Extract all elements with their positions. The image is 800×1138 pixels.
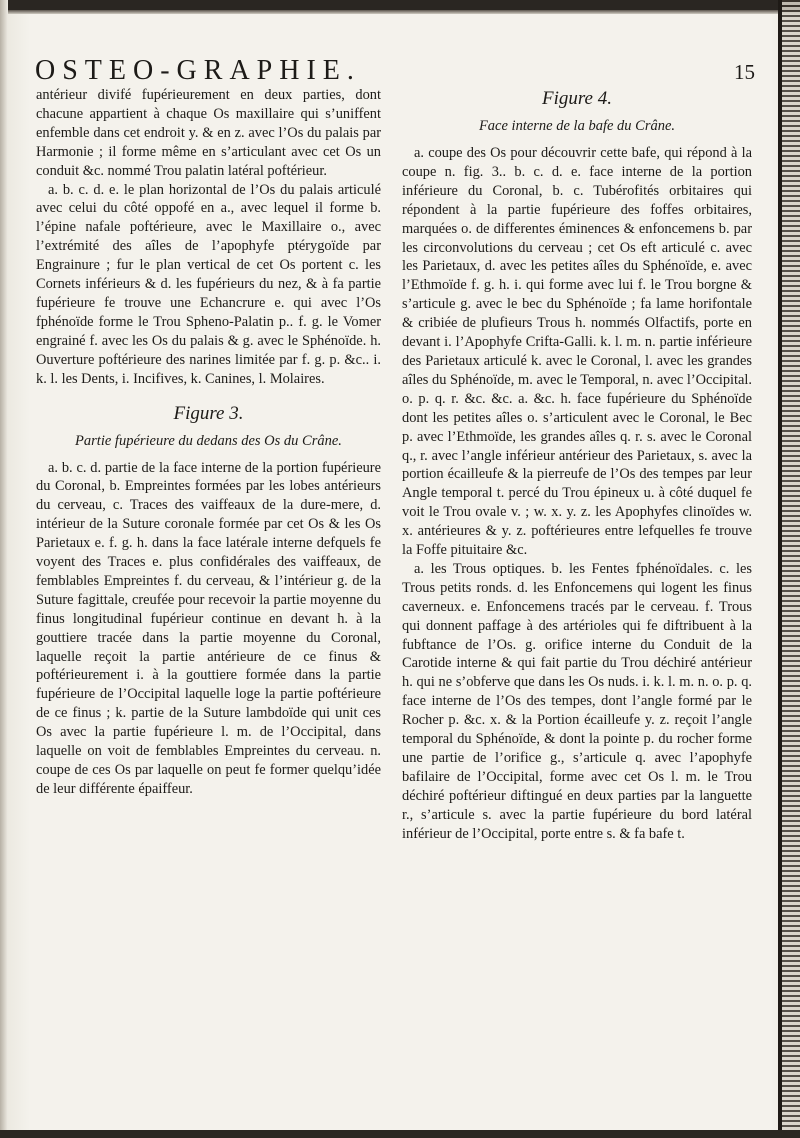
figure-3-subtitle: Partie fupérieure du dedans des Os du Crâne. [75, 432, 342, 449]
figure-4-subtitle: Face interne de la bafe du Crâne. [478, 118, 676, 134]
page-number: 15 [734, 60, 755, 84]
page-top-shadow [0, 10, 800, 14]
figure-3-title: Figure 3. [173, 402, 244, 424]
left-paragraph-3: a. b. c. d. partie de la face interne de la portion fupérieure du Coronal, b. Empreintes formées par les lobes antérieurs du cerveau, c. Traces des vaiffeaux de la dure-mere, d. intérieur de la Suture coronale formée par cet Os & les Os Parietaux e. f. g. h. dans la face latérale interne defquels fe voyent des Traces e. plus confidérales des vaiffeaux, de femblables Empreintes f. du cerveau, & l’intérieur g. de la Suture fagittale, creufée pour recevoir la partie moyenne du finus longitudinal fupérieur continue en devant h. à la gouttiere tracée dans la partie moyenne du Coronal, laquelle reçoit la partie antérieure de ce finus & poftérieurement i. à la gouttiere formée dans la partie fupérieure de l’Occipital laquelle loge la partie poftérieure de ce finus ; k. partie de la Suture lambdoïde qui unit ces Os avec la partie fupérieure l. m. de l’Occipital, dans laquelle on voit de femblables Empreintes du cerveau. n. coupe de ces Os par laquelle on peut fe former quelqu’idée de leur différente épaiffeur. [36, 459, 381, 797]
left-paragraph-1: antérieur divifé fupérieurement en deux parties, dont chacune appartient à chaque Os maxillaire qui s’uniffent enfemble dans cet endroit y. & en z. avec l’Os du palais par Harmonie ; il forme même en s’articulant avec cet Os un conduit &c. nommé Trou palatin latéral poftérieur. [36, 87, 381, 179]
page-bottom-border [0, 1130, 800, 1138]
left-column [36, 86, 381, 799]
running-title: OSTEO-GRAPHIE. [35, 55, 361, 86]
right-column [402, 86, 752, 844]
page-header [35, 54, 755, 88]
right-paragraph-2: a. les Trous optiques. b. les Fentes fphénoïdales. c. les Trous petits ronds. d. les Enfoncemens qui logent les finus caverneux. e. Enfoncemens tracés par le cerveau. f. Trous qui donnent paffage à des artérioles qui fe diftribuent à la fubftance de l’Os. g. orifice interne du Conduit de la Carotide interne & qui fait partie du Trou déchiré antérieur h. qui ne s’obferve que dans les Os nuds. i. k. l. m. n. o. p. q. face interne de l’Os des tempes, dont l’angle formé par le Rocher p. &c. x. & la Portion écailleufe y. z. reçoit l’angle temporal du Sphénoïde, & dont la pointe p. du rocher forme une partie de l’orifice g., s’articule q. avec l’apophyfe bafilaire de l’Occipital, forme avec cet Os l. m. le Trou déchiré poftérieur diftingué en deux parties par la languette r., s’articule s. avec la partie fupérieure du bord latéral inférieur de l’Occipital, porte entre s. & fa bafe t. [402, 560, 752, 842]
left-paragraph-2: a. b. c. d. e. le plan horizontal de l’Os du palais articulé avec celui du côté oppofé en a., avec lequel il forme b. l’épine nafale poftérieure, avec le Maxillaire o., avec l’extrémité des aîles de l’apophyfe ptérygoïde par Engrainure ; fur le plan vertical de cet Os portent c. les Cornets inférieurs & d. les fupérieurs du nez, & à fa partie fupérieure fe trouve une Echancrure e. qui avec l’Os fphénoïde forme le Trou Spheno-Palatin p.. f. g. le Vomer engrainé f. avec les Os du palais & g. avec le Sphénoïde. h. Ouverture poftérieure des narines limitée par f. g. p. &c.. i. k. l. les Dents, i. Incifives, k. Canines, l. Molaires. [36, 181, 381, 387]
page-left-margin [0, 0, 8, 1138]
right-paragraph-1: a. coupe des Os pour découvrir cette bafe, qui répond à la coupe n. fig. 3.. b. c. d. e. face interne de la portion inférieure du Coronal, b. c. Tubérofités orbitaires qui répondent à la partie fupérieure des foffes orbitaires, marquées o. de differentes éminences & enfoncemens b. par les circonvolutions du cerveau ; cet Os eft articulé c. avec les Parietaux, d. avec les petites aîles du Sphénoïde, e. avec l’Ethmoïde f. g. h. i. qui forme avec lui f. le Trou borgne & s’articule g. avec le bec du Sphénoïde ; fa lame horifontale & cribiée de plufieurs Trous h. nommés Olfactifs, porte en devant i. l’Apophyfe Crifta-Galli. k. l. m. n. partie inférieure des Parietaux articulé k. avec le Coronal, l. avec les grandes aîles du Sphénoïde, m. avec le Temporal, n. avec l’Occipital. o. p. q. r. &c. &c. a. &c. h. face fupérieure du Sphénoïde dont les petites aîles o. s’articulent avec le Coronal, le Bec p. avec l’Ethmoïde, les grandes aîles q. r. s. avec le Coronal q., r. avec l’angle inférieur antérieur des Parietaux, s. avec la portion écailleufe & la pierreufe de l’Os des tempes par leur Angle temporal t. percé du Trou épineux u. à côté duquel fe voit le Trou ovale v. ; w. x. y. z. les Apophyfes clinoïdes w. x. antérieures & y. z. poftérieures entre lefquelles fe trouve la Foffe pituitaire &c. [402, 145, 752, 559]
page-fore-edge [782, 0, 800, 1138]
page-top-border [0, 0, 800, 10]
figure-4-title: Figure 4. [541, 88, 612, 109]
